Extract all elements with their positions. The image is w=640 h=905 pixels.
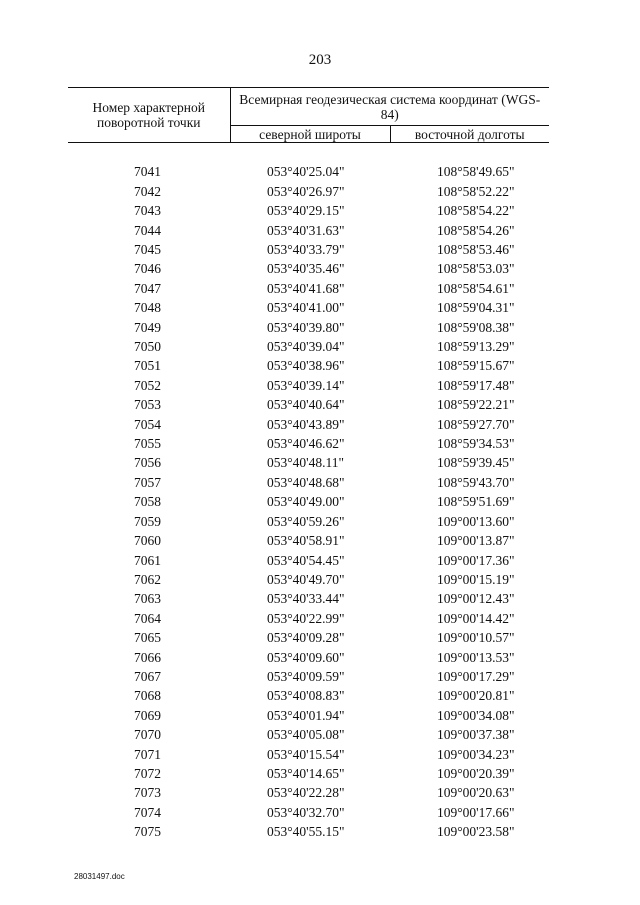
table-row: [68, 609, 549, 628]
longitude-cell: 108°58'54.61": [437, 280, 515, 296]
table-row: [68, 648, 549, 667]
longitude-cell: 109°00'20.39": [437, 765, 515, 781]
table-row: [68, 279, 549, 298]
point-number-cell: 7074: [134, 804, 161, 820]
latitude-cell: 053°40'49.70": [267, 571, 345, 587]
longitude-cell: 109°00'17.36": [437, 552, 515, 568]
point-number-cell: 7043: [134, 203, 161, 219]
table-row: [68, 473, 549, 492]
point-number-cell: 7053: [134, 397, 161, 413]
table-row: [68, 221, 549, 240]
table-row: [68, 745, 549, 764]
header-longitude: восточной долготы: [390, 126, 549, 143]
longitude-cell: 109°00'12.43": [437, 591, 515, 607]
latitude-cell: 053°40'09.28": [267, 630, 345, 646]
table-row: [68, 589, 549, 608]
point-number-cell: 7063: [134, 591, 161, 607]
longitude-cell: 109°00'34.23": [437, 746, 515, 762]
longitude-cell: 109°00'20.81": [437, 688, 515, 704]
header-point-number: Номер характерной поворотной точки: [68, 88, 230, 143]
header-coordinate-system: Всемирная геодезическая система координат (WGS-84): [230, 88, 549, 126]
page-number: 203: [308, 52, 332, 68]
table-row: [68, 667, 549, 686]
longitude-cell: 109°00'13.87": [437, 533, 515, 549]
point-number-cell: 7062: [134, 571, 161, 587]
table-row: [68, 240, 549, 259]
latitude-cell: 053°40'22.99": [267, 610, 345, 626]
latitude-cell: 053°40'41.00": [267, 300, 345, 316]
latitude-cell: 053°40'09.59": [267, 668, 345, 684]
latitude-cell: 053°40'14.65": [267, 765, 345, 781]
table-row: [68, 570, 549, 589]
longitude-cell: 109°00'15.19": [437, 571, 515, 587]
latitude-cell: 053°40'26.97": [267, 183, 345, 199]
table-row: [68, 201, 549, 220]
longitude-cell: 108°59'15.67": [437, 358, 515, 374]
longitude-cell: 108°59'39.45": [437, 455, 515, 471]
table-row: [68, 686, 549, 705]
header-latitude: северной широты: [230, 126, 390, 143]
point-number-cell: 7055: [134, 436, 161, 452]
longitude-cell: 108°59'43.70": [437, 474, 515, 490]
table-row: [68, 783, 549, 802]
coordinates-table: [68, 87, 549, 842]
table-row: [68, 822, 549, 841]
latitude-cell: 053°40'38.96": [267, 358, 345, 374]
point-number-cell: 7065: [134, 630, 161, 646]
table-row: [68, 764, 549, 783]
latitude-cell: 053°40'09.60": [267, 649, 345, 665]
latitude-cell: 053°40'48.11": [267, 455, 344, 471]
table-row: [68, 376, 549, 395]
longitude-cell: 109°00'13.60": [437, 513, 515, 529]
latitude-cell: 053°40'01.94": [267, 707, 345, 723]
point-number-cell: 7048: [134, 300, 161, 316]
table-row: [68, 628, 549, 647]
point-number-cell: 7069: [134, 707, 161, 723]
latitude-cell: 053°40'39.80": [267, 319, 345, 335]
longitude-cell: 108°59'22.21": [437, 397, 515, 413]
latitude-cell: 053°40'33.44": [267, 591, 345, 607]
table-body: [68, 143, 549, 842]
table-row: [68, 453, 549, 472]
table-row: [68, 337, 549, 356]
longitude-cell: 108°59'51.69": [437, 494, 515, 510]
table-row: [68, 259, 549, 278]
latitude-cell: 053°40'32.70": [267, 804, 345, 820]
point-number-cell: 7058: [134, 494, 161, 510]
table-row: [68, 434, 549, 453]
table-row: [68, 415, 549, 434]
table-row: [68, 803, 549, 822]
table-row: [68, 706, 549, 725]
latitude-cell: 053°40'31.63": [267, 222, 345, 238]
point-number-cell: 7071: [134, 746, 161, 762]
longitude-cell: 108°59'27.70": [437, 416, 515, 432]
point-number-cell: 7051: [134, 358, 161, 374]
point-number-cell: 7056: [134, 455, 161, 471]
latitude-cell: 053°40'49.00": [267, 494, 345, 510]
point-number-cell: 7061: [134, 552, 161, 568]
footer-filename: 28031497.doc: [74, 872, 125, 881]
longitude-cell: 108°58'53.03": [437, 261, 515, 277]
latitude-cell: 053°40'59.26": [267, 513, 345, 529]
table-row: [68, 512, 549, 531]
point-number-cell: 7047: [134, 280, 161, 296]
latitude-cell: 053°40'40.64": [267, 397, 345, 413]
table-row: [68, 162, 549, 181]
latitude-cell: 053°40'35.46": [267, 261, 345, 277]
longitude-cell: 108°59'13.29": [437, 339, 515, 355]
point-number-cell: 7060: [134, 533, 161, 549]
latitude-cell: 053°40'43.89": [267, 416, 345, 432]
longitude-cell: 109°00'23.58": [437, 824, 515, 840]
table-row: [68, 725, 549, 744]
latitude-cell: 053°40'39.14": [267, 377, 345, 393]
longitude-cell: 109°00'37.38": [437, 727, 515, 743]
table-row: [68, 551, 549, 570]
point-number-cell: 7073: [134, 785, 161, 801]
longitude-cell: 109°00'20.63": [437, 785, 515, 801]
latitude-cell: 053°40'05.08": [267, 727, 345, 743]
latitude-cell: 053°40'15.54": [267, 746, 345, 762]
longitude-cell: 108°58'52.22": [437, 183, 515, 199]
point-number-cell: 7059: [134, 513, 161, 529]
table-header: [68, 88, 549, 143]
point-number-cell: 7042: [134, 183, 161, 199]
latitude-cell: 053°40'25.04": [267, 164, 345, 180]
point-number-cell: 7046: [134, 261, 161, 277]
point-number-cell: 7072: [134, 765, 161, 781]
point-number-cell: 7045: [134, 242, 161, 258]
point-number-cell: 7050: [134, 339, 161, 355]
point-number-cell: 7041: [134, 164, 161, 180]
table-row: [68, 356, 549, 375]
table-row: [68, 395, 549, 414]
latitude-cell: 053°40'33.79": [267, 242, 345, 258]
point-number-cell: 7066: [134, 649, 161, 665]
longitude-cell: 109°00'13.53": [437, 649, 515, 665]
longitude-cell: 108°58'49.65": [437, 164, 515, 180]
table-row: [68, 531, 549, 550]
point-number-cell: 7068: [134, 688, 161, 704]
latitude-cell: 053°40'41.68": [267, 280, 345, 296]
point-number-cell: 7049: [134, 319, 161, 335]
point-number-cell: 7075: [134, 824, 161, 840]
longitude-cell: 108°59'08.38": [437, 319, 515, 335]
longitude-cell: 109°00'10.57": [437, 630, 515, 646]
point-number-cell: 7064: [134, 610, 161, 626]
longitude-cell: 108°58'53.46": [437, 242, 515, 258]
latitude-cell: 053°40'08.83": [267, 688, 345, 704]
latitude-cell: 053°40'46.62": [267, 436, 345, 452]
longitude-cell: 108°58'54.26": [437, 222, 515, 238]
point-number-cell: 7057: [134, 474, 161, 490]
point-number-cell: 7054: [134, 416, 161, 432]
longitude-cell: 109°00'14.42": [437, 610, 515, 626]
latitude-cell: 053°40'58.91": [267, 533, 345, 549]
point-number-cell: 7067: [134, 668, 161, 684]
longitude-cell: 108°59'17.48": [437, 377, 515, 393]
longitude-cell: 108°59'34.53": [437, 436, 515, 452]
longitude-cell: 109°00'34.08": [437, 707, 515, 723]
table-row: [68, 182, 549, 201]
latitude-cell: 053°40'22.28": [267, 785, 345, 801]
table-row: [68, 298, 549, 317]
longitude-cell: 109°00'17.66": [437, 804, 515, 820]
longitude-cell: 108°59'04.31": [437, 300, 515, 316]
table-row: [68, 492, 549, 511]
point-number-cell: 7044: [134, 222, 161, 238]
longitude-cell: 108°58'54.22": [437, 203, 515, 219]
latitude-cell: 053°40'54.45": [267, 552, 345, 568]
header-spacer: [68, 143, 549, 163]
latitude-cell: 053°40'29.15": [267, 203, 345, 219]
latitude-cell: 053°40'55.15": [267, 824, 345, 840]
table-row: [68, 318, 549, 337]
latitude-cell: 053°40'39.04": [267, 339, 345, 355]
point-number-cell: 7070: [134, 727, 161, 743]
longitude-cell: 109°00'17.29": [437, 668, 515, 684]
point-number-cell: 7052: [134, 377, 161, 393]
latitude-cell: 053°40'48.68": [267, 474, 345, 490]
